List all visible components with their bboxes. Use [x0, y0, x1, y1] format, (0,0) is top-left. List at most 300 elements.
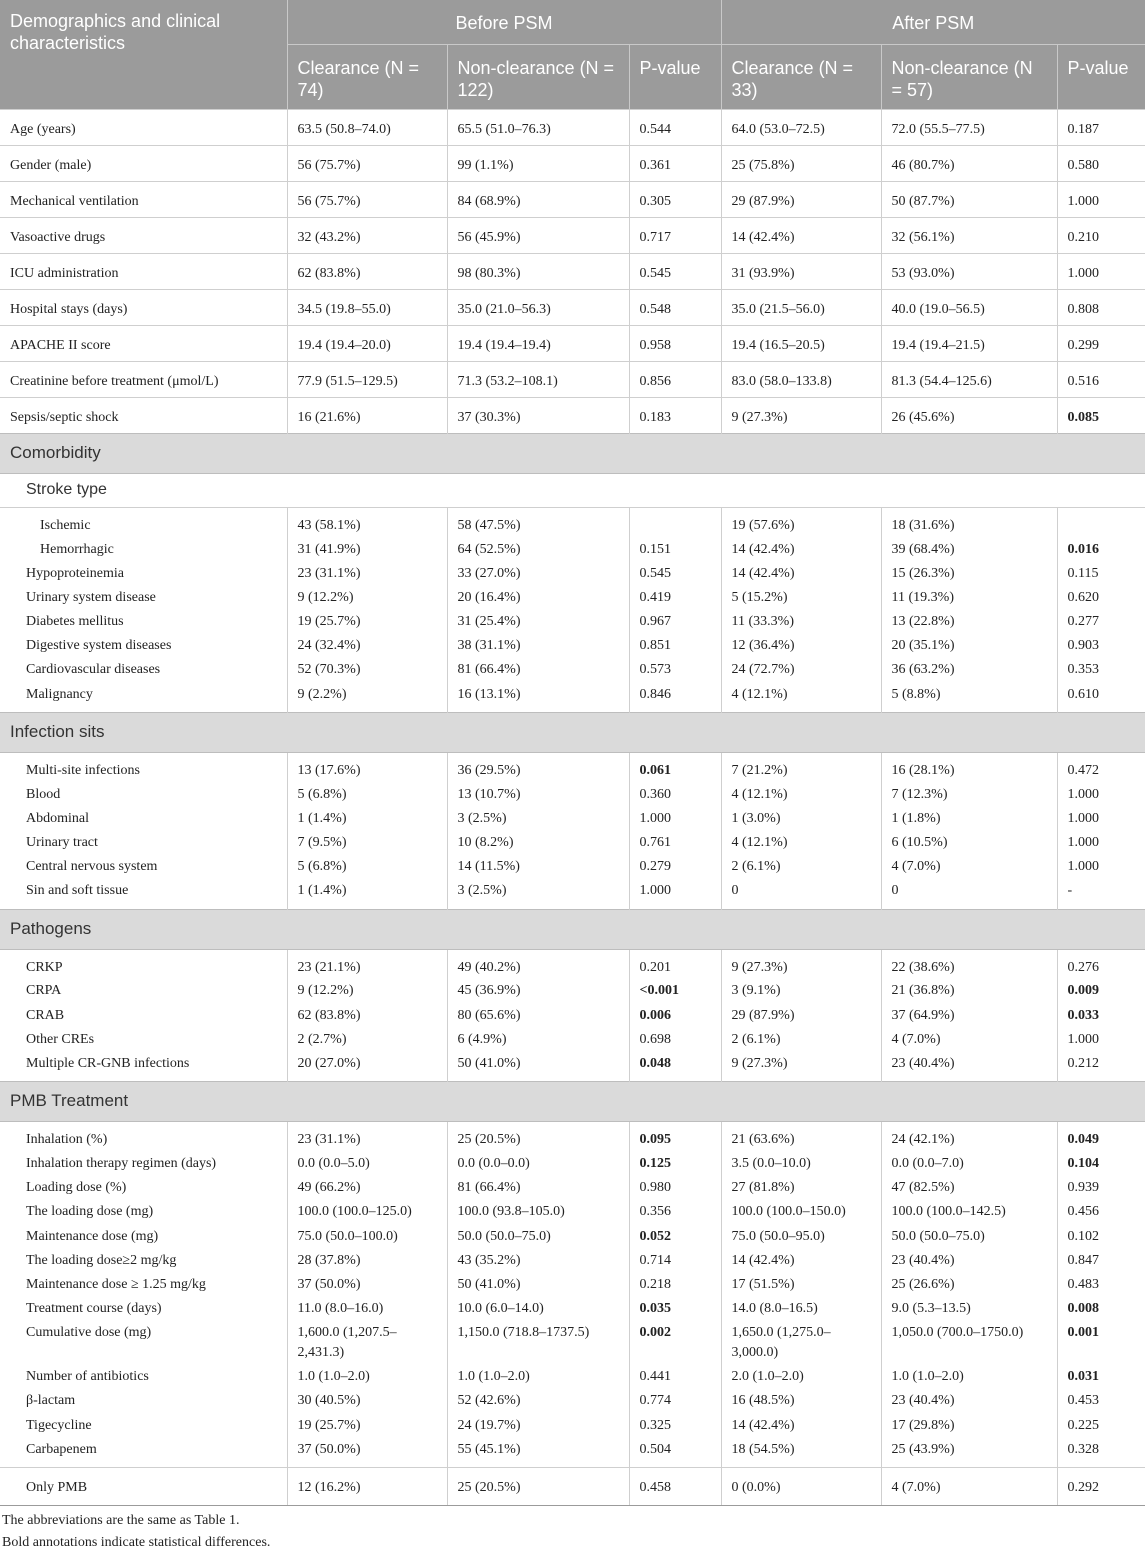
before-p-value: 0.218: [629, 1273, 721, 1297]
significant-p: 0.048: [639, 1055, 671, 1071]
table-row: [0, 783, 1145, 807]
section-title: Pathogens: [0, 909, 1145, 949]
after-nonclearance-value: 22 (38.6%): [881, 949, 1057, 979]
after-nonclearance-value: 53 (93.0%): [881, 254, 1057, 290]
row-label: Hypoproteinemia: [26, 565, 124, 581]
after-p-value: 0.620: [1057, 586, 1145, 610]
header-before-psm: Before PSM: [287, 0, 721, 45]
row-label: Inhalation therapy regimen (days): [26, 1155, 217, 1171]
before-clearance-value: 11.0 (8.0–16.0): [287, 1297, 447, 1321]
after-nonclearance-value: 20 (35.1%): [881, 634, 1057, 658]
table-row: [0, 398, 1145, 434]
before-clearance-value: 32 (43.2%): [287, 218, 447, 254]
row-label: Other CREs: [26, 1031, 95, 1047]
row-label: Cardiovascular diseases: [26, 662, 161, 678]
table-row: [0, 610, 1145, 634]
before-p-value: [629, 1321, 721, 1365]
header-after-nonclearance: Non-clearance (N = 57): [881, 45, 1057, 110]
after-clearance-value: 2 (6.1%): [721, 1028, 881, 1052]
significant-p: 0.125: [639, 1155, 671, 1171]
after-nonclearance-value: 4 (7.0%): [881, 855, 1057, 879]
after-nonclearance-value: 1,050.0 (700.0–1750.0): [881, 1321, 1057, 1365]
before-clearance-value: 75.0 (50.0–100.0): [287, 1225, 447, 1249]
after-p-value: 1.000: [1057, 783, 1145, 807]
after-p-value: 1.000: [1057, 831, 1145, 855]
before-nonclearance-value: 81 (66.4%): [447, 1176, 629, 1200]
before-p-value: 0.851: [629, 634, 721, 658]
before-nonclearance-value: 50 (41.0%): [447, 1052, 629, 1082]
after-nonclearance-value: 6 (10.5%): [881, 831, 1057, 855]
before-p-value: 0.544: [629, 110, 721, 146]
table-row: [0, 1122, 1145, 1152]
header-characteristics: Demographics and clinical characteristics: [0, 0, 287, 110]
after-clearance-value: 27 (81.8%): [721, 1176, 881, 1200]
section-title: PMB Treatment: [0, 1082, 1145, 1122]
after-clearance-value: 35.0 (21.5–56.0): [721, 290, 881, 326]
before-p-value: [629, 1004, 721, 1028]
before-clearance-value: 56 (75.7%): [287, 146, 447, 182]
header-before-nonclearance: Non-clearance (N = 122): [447, 45, 629, 110]
table-body: [0, 110, 1145, 1506]
table-row: [0, 110, 1145, 146]
before-nonclearance-value: 36 (29.5%): [447, 753, 629, 783]
after-clearance-value: 29 (87.9%): [721, 182, 881, 218]
after-clearance-value: 64.0 (53.0–72.5): [721, 110, 881, 146]
significant-p: 0.061: [639, 763, 671, 779]
before-clearance-value: 19 (25.7%): [287, 1414, 447, 1438]
table-row: [0, 658, 1145, 682]
before-p-value: 0.545: [629, 254, 721, 290]
after-p-value: 0.516: [1057, 362, 1145, 398]
after-p-value: 1.000: [1057, 1028, 1145, 1052]
significant-p: <0.001: [639, 983, 679, 999]
before-p-value: 0.356: [629, 1200, 721, 1224]
after-clearance-value: 9 (27.3%): [721, 949, 881, 979]
before-p-value: 0.717: [629, 218, 721, 254]
row-label: Creatinine before treatment (μmol/L): [0, 362, 287, 398]
row-label: Gender (male): [0, 146, 287, 182]
after-p-value: 0.453: [1057, 1389, 1145, 1413]
before-clearance-value: 1,600.0 (1,207.5–2,431.3): [287, 1321, 447, 1365]
before-nonclearance-value: 19.4 (19.4–19.4): [447, 326, 629, 362]
table-row: [0, 1468, 1145, 1506]
table-row: [0, 1297, 1145, 1321]
before-clearance-value: 62 (83.8%): [287, 254, 447, 290]
before-nonclearance-value: 6 (4.9%): [447, 1028, 629, 1052]
after-p-value: [1057, 1297, 1145, 1321]
row-label: Ischemic: [40, 518, 91, 533]
after-nonclearance-value: 0: [881, 879, 1057, 909]
after-clearance-value: 2.0 (1.0–2.0): [721, 1365, 881, 1389]
before-nonclearance-value: 33 (27.0%): [447, 562, 629, 586]
before-p-value: 0.980: [629, 1176, 721, 1200]
after-nonclearance-value: 15 (26.3%): [881, 562, 1057, 586]
table-row: [0, 1365, 1145, 1389]
row-label: Digestive system diseases: [26, 638, 172, 654]
before-p-value: 0.846: [629, 683, 721, 713]
table-row: [0, 634, 1145, 658]
footnotes: [0, 1506, 1145, 1554]
before-nonclearance-value: 16 (13.1%): [447, 683, 629, 713]
table-row: [0, 683, 1145, 713]
significant-p: 0.008: [1067, 1301, 1100, 1317]
before-nonclearance-value: 20 (16.4%): [447, 586, 629, 610]
before-clearance-value: 31 (41.9%): [287, 538, 447, 562]
before-p-value: 0.201: [629, 949, 721, 979]
after-clearance-value: 17 (51.5%): [721, 1273, 881, 1297]
before-clearance-value: 9 (2.2%): [287, 683, 447, 713]
before-nonclearance-value: 35.0 (21.0–56.3): [447, 290, 629, 326]
before-p-value: 0.325: [629, 1414, 721, 1438]
table-row: [0, 508, 1145, 538]
section-title: Infection sits: [0, 713, 1145, 753]
after-p-value: 0.187: [1057, 110, 1145, 146]
before-nonclearance-value: 55 (45.1%): [447, 1438, 629, 1468]
after-p-value: 0.610: [1057, 683, 1145, 713]
table-row: [0, 218, 1145, 254]
before-p-value: 0.361: [629, 146, 721, 182]
after-nonclearance-value: 16 (28.1%): [881, 753, 1057, 783]
after-p-value: 0.299: [1057, 326, 1145, 362]
table-row: [0, 1389, 1145, 1413]
table-row: [0, 1004, 1145, 1028]
after-p-value: 0.483: [1057, 1273, 1145, 1297]
after-nonclearance-value: 24 (42.1%): [881, 1122, 1057, 1152]
before-p-value: 0.183: [629, 398, 721, 434]
before-p-value: 0.774: [629, 1389, 721, 1413]
after-p-value: 0.847: [1057, 1249, 1145, 1273]
header-after-clearance: Clearance (N = 33): [721, 45, 881, 110]
header-before-pvalue: P-value: [629, 45, 721, 110]
before-p-value: [629, 1122, 721, 1152]
before-p-value: 0.548: [629, 290, 721, 326]
after-p-value: 0.939: [1057, 1176, 1145, 1200]
after-nonclearance-value: 17 (29.8%): [881, 1414, 1057, 1438]
after-p-value: 0.328: [1057, 1438, 1145, 1468]
subsection-title: Stroke type: [0, 474, 1145, 508]
table-row: [0, 949, 1145, 979]
before-p-value: 0.151: [629, 538, 721, 562]
after-clearance-value: 14 (42.4%): [721, 218, 881, 254]
before-nonclearance-value: 38 (31.1%): [447, 634, 629, 658]
after-clearance-value: 1 (3.0%): [721, 807, 881, 831]
after-clearance-value: 4 (12.1%): [721, 783, 881, 807]
table-row: [0, 753, 1145, 783]
table-row: [0, 290, 1145, 326]
before-p-value: 0.714: [629, 1249, 721, 1273]
before-clearance-value: 23 (21.1%): [287, 949, 447, 979]
after-p-value: [1057, 1004, 1145, 1028]
after-nonclearance-value: 40.0 (19.0–56.5): [881, 290, 1057, 326]
before-nonclearance-value: 100.0 (93.8–105.0): [447, 1200, 629, 1224]
after-clearance-value: 18 (54.5%): [721, 1438, 881, 1468]
after-p-value: 0.115: [1057, 562, 1145, 586]
significant-p: 0.031: [1067, 1369, 1100, 1385]
before-nonclearance-value: 80 (65.6%): [447, 1004, 629, 1028]
after-nonclearance-value: 1 (1.8%): [881, 807, 1057, 831]
row-label: CRKP: [26, 959, 63, 975]
before-nonclearance-value: 1.0 (1.0–2.0): [447, 1365, 629, 1389]
after-clearance-value: 14 (42.4%): [721, 1414, 881, 1438]
before-clearance-value: 34.5 (19.8–55.0): [287, 290, 447, 326]
before-nonclearance-value: 52 (42.6%): [447, 1389, 629, 1413]
before-nonclearance-value: 31 (25.4%): [447, 610, 629, 634]
row-label: Sin and soft tissue: [26, 883, 129, 899]
before-nonclearance-value: 0.0 (0.0–0.0): [447, 1152, 629, 1176]
before-nonclearance-value: 81 (66.4%): [447, 658, 629, 682]
after-p-value: 0.472: [1057, 753, 1145, 783]
row-label: Loading dose (%): [26, 1180, 127, 1196]
table-row: [0, 1414, 1145, 1438]
after-nonclearance-value: 39 (68.4%): [881, 538, 1057, 562]
after-nonclearance-value: 25 (43.9%): [881, 1438, 1057, 1468]
after-clearance-value: 21 (63.6%): [721, 1122, 881, 1152]
after-p-value: 0.353: [1057, 658, 1145, 682]
table-header: [0, 0, 1145, 110]
after-clearance-value: 2 (6.1%): [721, 855, 881, 879]
after-nonclearance-value: 47 (82.5%): [881, 1176, 1057, 1200]
after-p-value: [1057, 538, 1145, 562]
before-nonclearance-value: 43 (35.2%): [447, 1249, 629, 1273]
before-nonclearance-value: 10.0 (6.0–14.0): [447, 1297, 629, 1321]
table-row: [0, 362, 1145, 398]
after-p-value: [1057, 398, 1145, 434]
row-label: Inhalation (%): [26, 1132, 108, 1148]
before-clearance-value: 1 (1.4%): [287, 879, 447, 909]
before-nonclearance-value: 37 (30.3%): [447, 398, 629, 434]
row-label: Diabetes mellitus: [26, 614, 124, 630]
subsection-stroke-type: [0, 474, 1145, 508]
before-nonclearance-value: 65.5 (51.0–76.3): [447, 110, 629, 146]
after-p-value: 0.456: [1057, 1200, 1145, 1224]
after-nonclearance-value: 50 (87.7%): [881, 182, 1057, 218]
before-nonclearance-value: 99 (1.1%): [447, 146, 629, 182]
after-nonclearance-value: 36 (63.2%): [881, 658, 1057, 682]
header-after-pvalue: P-value: [1057, 45, 1145, 110]
before-nonclearance-value: 84 (68.9%): [447, 182, 629, 218]
footnote-abbreviations: The abbreviations are the same as Table 1.: [2, 1513, 240, 1529]
after-p-value: 1.000: [1057, 807, 1145, 831]
before-p-value: 0.545: [629, 562, 721, 586]
after-p-value: [1057, 1122, 1145, 1152]
row-label: Maintenance dose ≥ 1.25 mg/kg: [26, 1276, 206, 1292]
row-label: Sepsis/septic shock: [0, 398, 287, 434]
after-clearance-value: 0: [721, 879, 881, 909]
before-p-value: 0.761: [629, 831, 721, 855]
significant-p: 0.035: [639, 1301, 671, 1317]
before-p-value: 0.279: [629, 855, 721, 879]
section-header-pmb-treatment: [0, 1082, 1145, 1122]
table-row: [0, 1321, 1145, 1365]
before-p-value: [629, 1152, 721, 1176]
after-nonclearance-value: 26 (45.6%): [881, 398, 1057, 434]
before-p-value: 0.698: [629, 1028, 721, 1052]
before-p-value: [629, 1297, 721, 1321]
before-nonclearance-value: 49 (40.2%): [447, 949, 629, 979]
significant-p: 0.085: [1067, 410, 1100, 425]
significant-p: 0.006: [639, 1007, 671, 1023]
after-p-value: [1057, 1321, 1145, 1365]
before-clearance-value: 43 (58.1%): [287, 508, 447, 538]
after-nonclearance-value: 23 (40.4%): [881, 1389, 1057, 1413]
before-clearance-value: 63.5 (50.8–74.0): [287, 110, 447, 146]
footnote-bold: Bold annotations indicate statistical differences.: [2, 1535, 271, 1551]
before-nonclearance-value: 58 (47.5%): [447, 508, 629, 538]
table-row: [0, 1052, 1145, 1082]
after-clearance-value: 14 (42.4%): [721, 1249, 881, 1273]
before-nonclearance-value: 71.3 (53.2–108.1): [447, 362, 629, 398]
after-clearance-value: 29 (87.9%): [721, 1004, 881, 1028]
after-p-value: 1.000: [1057, 855, 1145, 879]
before-clearance-value: 7 (9.5%): [287, 831, 447, 855]
after-p-value: 0.102: [1057, 1225, 1145, 1249]
section-header-infection: [0, 713, 1145, 753]
section-header-pathogens: [0, 909, 1145, 949]
before-clearance-value: 52 (70.3%): [287, 658, 447, 682]
before-clearance-value: 49 (66.2%): [287, 1176, 447, 1200]
after-p-value: 0.292: [1057, 1468, 1145, 1506]
row-label: Vasoactive drugs: [0, 218, 287, 254]
after-nonclearance-value: 19.4 (19.4–21.5): [881, 326, 1057, 362]
table-row: [0, 1176, 1145, 1200]
after-nonclearance-value: 23 (40.4%): [881, 1249, 1057, 1273]
table-row: [0, 807, 1145, 831]
row-label: CRAB: [26, 1007, 65, 1023]
section-header-comorbidity: [0, 434, 1145, 474]
before-p-value: 0.573: [629, 658, 721, 682]
row-label: CRPA: [26, 983, 62, 999]
after-p-value: -: [1057, 879, 1145, 909]
row-label: β-lactam: [26, 1393, 76, 1409]
before-p-value: [629, 508, 721, 538]
after-p-value: 0.808: [1057, 290, 1145, 326]
after-nonclearance-value: 23 (40.4%): [881, 1052, 1057, 1082]
after-nonclearance-value: 7 (12.3%): [881, 783, 1057, 807]
after-clearance-value: 3.5 (0.0–10.0): [721, 1152, 881, 1176]
table-row: [0, 586, 1145, 610]
after-clearance-value: 9 (27.3%): [721, 398, 881, 434]
row-label: Only PMB: [0, 1468, 287, 1506]
significant-p: 0.104: [1067, 1155, 1100, 1171]
before-nonclearance-value: 1,150.0 (718.8–1737.5): [447, 1321, 629, 1365]
after-p-value: 0.277: [1057, 610, 1145, 634]
after-p-value: 0.212: [1057, 1052, 1145, 1082]
row-label: Hemorrhagic: [40, 541, 114, 557]
row-label: Number of antibiotics: [26, 1369, 149, 1385]
significant-p: 0.002: [639, 1325, 671, 1341]
before-nonclearance-value: 14 (11.5%): [447, 855, 629, 879]
before-clearance-value: 30 (40.5%): [287, 1389, 447, 1413]
after-clearance-value: 3 (9.1%): [721, 979, 881, 1003]
table-row: [0, 979, 1145, 1003]
table-row: [0, 146, 1145, 182]
before-p-value: 1.000: [629, 879, 721, 909]
before-nonclearance-value: 98 (80.3%): [447, 254, 629, 290]
before-nonclearance-value: 50 (41.0%): [447, 1273, 629, 1297]
after-nonclearance-value: 1.0 (1.0–2.0): [881, 1365, 1057, 1389]
after-nonclearance-value: 32 (56.1%): [881, 218, 1057, 254]
before-p-value: 0.360: [629, 783, 721, 807]
row-label: Treatment course (days): [26, 1301, 162, 1317]
significant-p: 0.009: [1067, 983, 1100, 999]
after-nonclearance-value: 100.0 (100.0–142.5): [881, 1200, 1057, 1224]
before-p-value: [629, 753, 721, 783]
before-clearance-value: 28 (37.8%): [287, 1249, 447, 1273]
table-row: [0, 254, 1145, 290]
after-clearance-value: 11 (33.3%): [721, 610, 881, 634]
table-row: [0, 182, 1145, 218]
table-row: [0, 1200, 1145, 1224]
before-clearance-value: 1 (1.4%): [287, 807, 447, 831]
table-row: [0, 1225, 1145, 1249]
before-p-value: 0.504: [629, 1438, 721, 1468]
after-clearance-value: 19.4 (16.5–20.5): [721, 326, 881, 362]
after-clearance-value: 16 (48.5%): [721, 1389, 881, 1413]
after-clearance-value: 14 (42.4%): [721, 538, 881, 562]
before-nonclearance-value: 13 (10.7%): [447, 783, 629, 807]
row-label: Urinary system disease: [26, 589, 156, 605]
before-p-value: 0.458: [629, 1468, 721, 1506]
before-clearance-value: 0.0 (0.0–5.0): [287, 1152, 447, 1176]
row-label: ICU administration: [0, 254, 287, 290]
row-label: The loading dose≥2 mg/kg: [26, 1252, 177, 1268]
after-clearance-value: 14.0 (8.0–16.5): [721, 1297, 881, 1321]
before-nonclearance-value: 45 (36.9%): [447, 979, 629, 1003]
row-label: Multi-site infections: [26, 763, 140, 779]
after-nonclearance-value: 72.0 (55.5–77.5): [881, 110, 1057, 146]
before-nonclearance-value: 50.0 (50.0–75.0): [447, 1225, 629, 1249]
after-nonclearance-value: 5 (8.8%): [881, 683, 1057, 713]
after-clearance-value: 19 (57.6%): [721, 508, 881, 538]
after-nonclearance-value: 37 (64.9%): [881, 1004, 1057, 1028]
before-nonclearance-value: 25 (20.5%): [447, 1122, 629, 1152]
before-clearance-value: 9 (12.2%): [287, 979, 447, 1003]
before-clearance-value: 77.9 (51.5–129.5): [287, 362, 447, 398]
table-row: [0, 562, 1145, 586]
before-clearance-value: 20 (27.0%): [287, 1052, 447, 1082]
table-row: [0, 326, 1145, 362]
after-clearance-value: 24 (72.7%): [721, 658, 881, 682]
before-clearance-value: 19.4 (19.4–20.0): [287, 326, 447, 362]
before-clearance-value: 37 (50.0%): [287, 1438, 447, 1468]
after-nonclearance-value: 46 (80.7%): [881, 146, 1057, 182]
table-row: [0, 1438, 1145, 1468]
before-clearance-value: 19 (25.7%): [287, 610, 447, 634]
before-p-value: 0.441: [629, 1365, 721, 1389]
header-after-psm: After PSM: [721, 0, 1145, 45]
after-p-value: 0.225: [1057, 1414, 1145, 1438]
after-clearance-value: 75.0 (50.0–95.0): [721, 1225, 881, 1249]
before-p-value: [629, 1052, 721, 1082]
after-clearance-value: 25 (75.8%): [721, 146, 881, 182]
row-label: Malignancy: [26, 686, 93, 702]
significant-p: 0.049: [1067, 1132, 1100, 1148]
after-p-value: 0.580: [1057, 146, 1145, 182]
after-p-value: [1057, 1152, 1145, 1176]
after-clearance-value: 7 (21.2%): [721, 753, 881, 783]
after-p-value: 0.903: [1057, 634, 1145, 658]
before-clearance-value: 37 (50.0%): [287, 1273, 447, 1297]
after-clearance-value: 4 (12.1%): [721, 831, 881, 855]
before-p-value: 0.958: [629, 326, 721, 362]
before-nonclearance-value: 3 (2.5%): [447, 879, 629, 909]
section-title: Comorbidity: [0, 434, 1145, 474]
before-nonclearance-value: 25 (20.5%): [447, 1468, 629, 1506]
after-clearance-value: 4 (12.1%): [721, 683, 881, 713]
after-clearance-value: 9 (27.3%): [721, 1052, 881, 1082]
header-before-clearance: Clearance (N = 74): [287, 45, 447, 110]
after-clearance-value: 100.0 (100.0–150.0): [721, 1200, 881, 1224]
